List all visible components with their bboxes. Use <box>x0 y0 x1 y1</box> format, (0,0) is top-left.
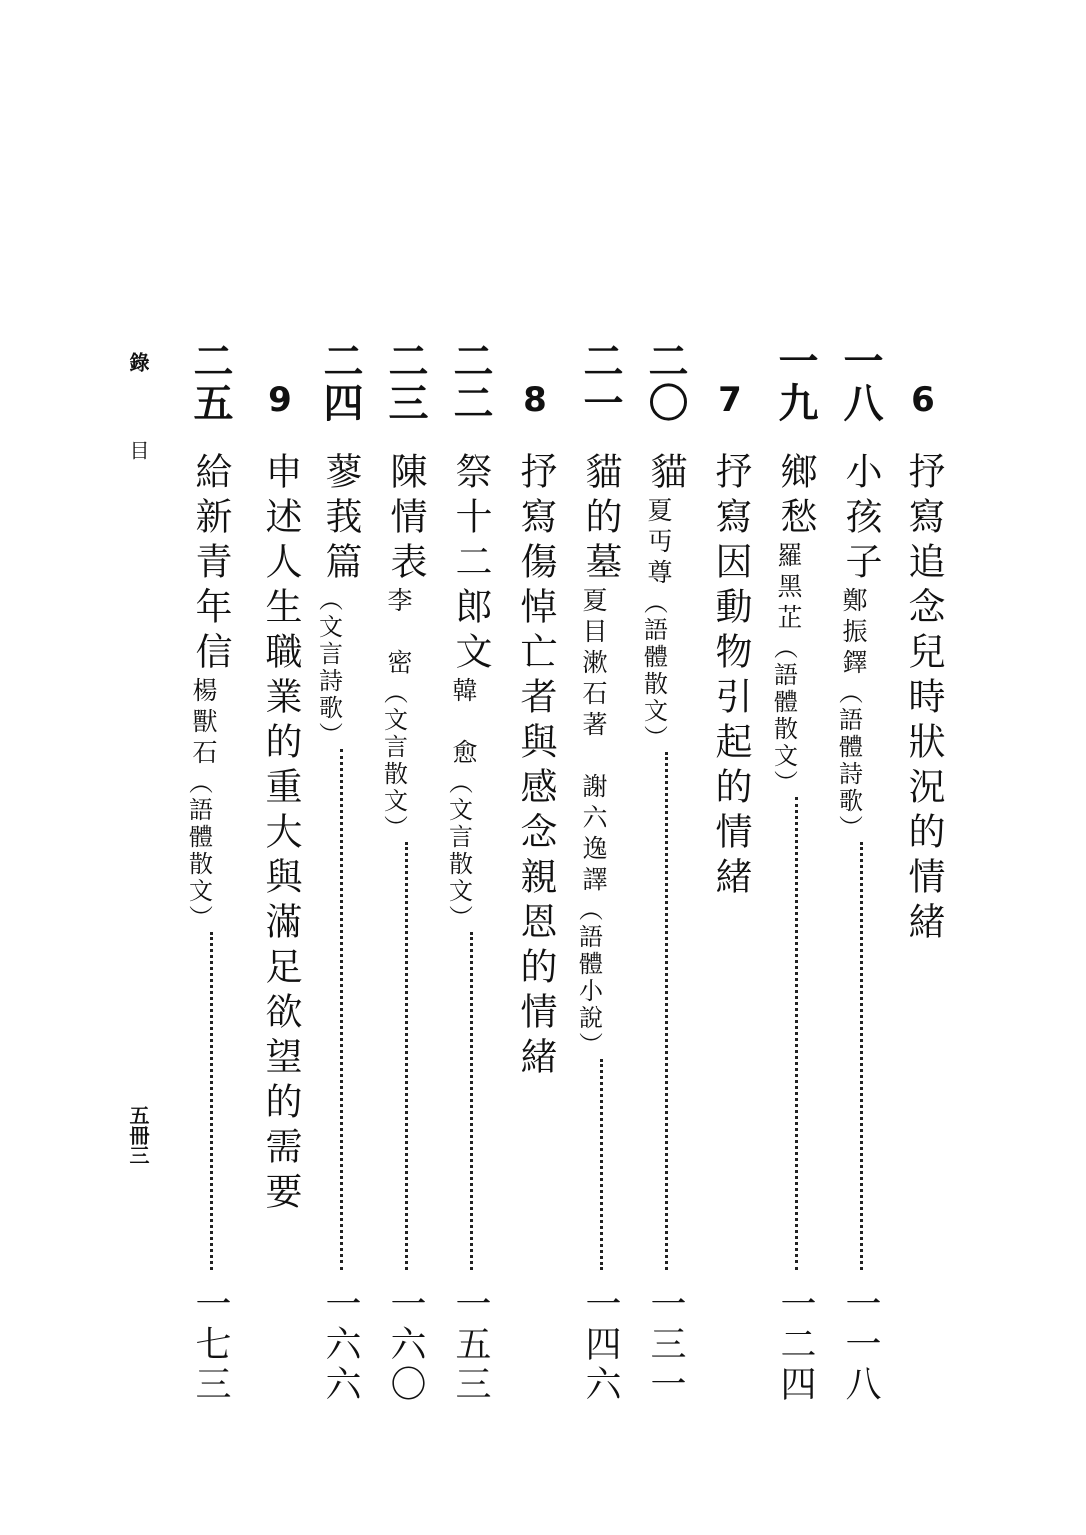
entry-number: 二二 <box>447 340 494 424</box>
toc-entry[interactable] <box>312 0 368 1535</box>
page-folio: 五冊三 <box>126 1105 150 1165</box>
entry-title[interactable]: 貓的墓 <box>579 452 622 587</box>
entry-author: 夏目漱石著 謝六逸譯 <box>579 587 608 897</box>
dot-leader <box>210 932 213 1270</box>
entry-genre: （語體小說） <box>574 897 603 1059</box>
dot-leader <box>340 749 343 1270</box>
running-header-char: 目 <box>126 440 150 460</box>
toc-entry[interactable] <box>572 0 628 1535</box>
entry-title[interactable]: 鄉愁 <box>774 452 817 542</box>
section-heading-7 <box>702 0 758 1535</box>
section-number: 9 <box>268 380 292 420</box>
section-heading-9 <box>252 0 308 1535</box>
toc-entry[interactable] <box>377 0 433 1535</box>
entry-title[interactable]: 蓼莪篇 <box>319 452 362 587</box>
entry-genre: （語體詩歌） <box>834 680 863 842</box>
entry-author: 李 密 <box>384 587 413 680</box>
entry-genre: （文言散文） <box>379 680 408 842</box>
section-heading-8 <box>507 0 563 1535</box>
toc-entry[interactable] <box>832 0 888 1535</box>
entry-author: 鄭振鐸 <box>839 587 868 680</box>
entry-page: 一三一 <box>645 1285 686 1405</box>
dot-leader <box>405 842 408 1270</box>
entry-author: 夏丏尊 <box>644 497 673 590</box>
entry-title[interactable]: 陳情表 <box>384 452 427 587</box>
section-title: 申述人生職業的重大與滿足欲望的需要 <box>259 452 302 1217</box>
entry-title[interactable]: 小孩子 <box>839 452 882 587</box>
entry-number: 一八 <box>837 340 884 424</box>
section-title: 抒寫因動物引起的情緒 <box>709 452 752 902</box>
entry-number: 二三 <box>382 340 429 424</box>
entry-page: 一六六 <box>320 1285 361 1405</box>
section-number: 8 <box>523 380 547 420</box>
entry-author: 羅黑芷 <box>774 542 803 635</box>
dot-leader <box>600 1059 603 1270</box>
entry-page: 一二四 <box>775 1285 816 1405</box>
dot-leader <box>795 797 798 1270</box>
entry-page: 一六〇 <box>385 1285 426 1405</box>
section-heading-6 <box>895 0 951 1535</box>
entry-page: 一一八 <box>840 1285 881 1405</box>
entry-genre: （語體散文） <box>769 635 798 797</box>
entry-page: 一四六 <box>580 1285 621 1405</box>
entry-title[interactable]: 貓 <box>644 452 687 497</box>
entry-number: 二一 <box>577 340 624 424</box>
section-number: 7 <box>718 380 742 420</box>
entry-number: 一九 <box>772 340 819 424</box>
dot-leader <box>665 752 668 1270</box>
section-number: 6 <box>911 380 935 420</box>
entry-author: 楊獸石 <box>189 677 218 770</box>
section-title: 抒寫傷悼亡者與感念親恩的情緒 <box>514 452 557 1082</box>
dot-leader <box>860 842 863 1270</box>
entry-number: 二四 <box>317 340 364 424</box>
entry-author: 韓 愈 <box>449 677 478 770</box>
toc-entry[interactable] <box>442 0 498 1535</box>
entry-title[interactable]: 祭十二郎文 <box>449 452 492 677</box>
entry-number: 二〇 <box>642 340 689 424</box>
entry-number: 二五 <box>187 340 234 424</box>
entry-page: 一五三 <box>450 1285 491 1405</box>
entry-genre: （語體散文） <box>184 770 213 932</box>
section-title: 抒寫追念兒時狀況的情緒 <box>902 452 945 947</box>
running-header-char: 錄 <box>126 352 150 372</box>
entry-genre: （文言詩歌） <box>314 587 343 749</box>
toc-entry[interactable] <box>182 0 238 1535</box>
toc-entry[interactable] <box>767 0 823 1535</box>
toc-entry[interactable] <box>637 0 693 1535</box>
entry-genre: （文言散文） <box>444 770 473 932</box>
entry-page: 一七三 <box>190 1285 231 1405</box>
dot-leader <box>470 932 473 1270</box>
entry-title[interactable]: 給新青年信 <box>189 452 232 677</box>
entry-genre: （語體散文） <box>639 590 668 752</box>
